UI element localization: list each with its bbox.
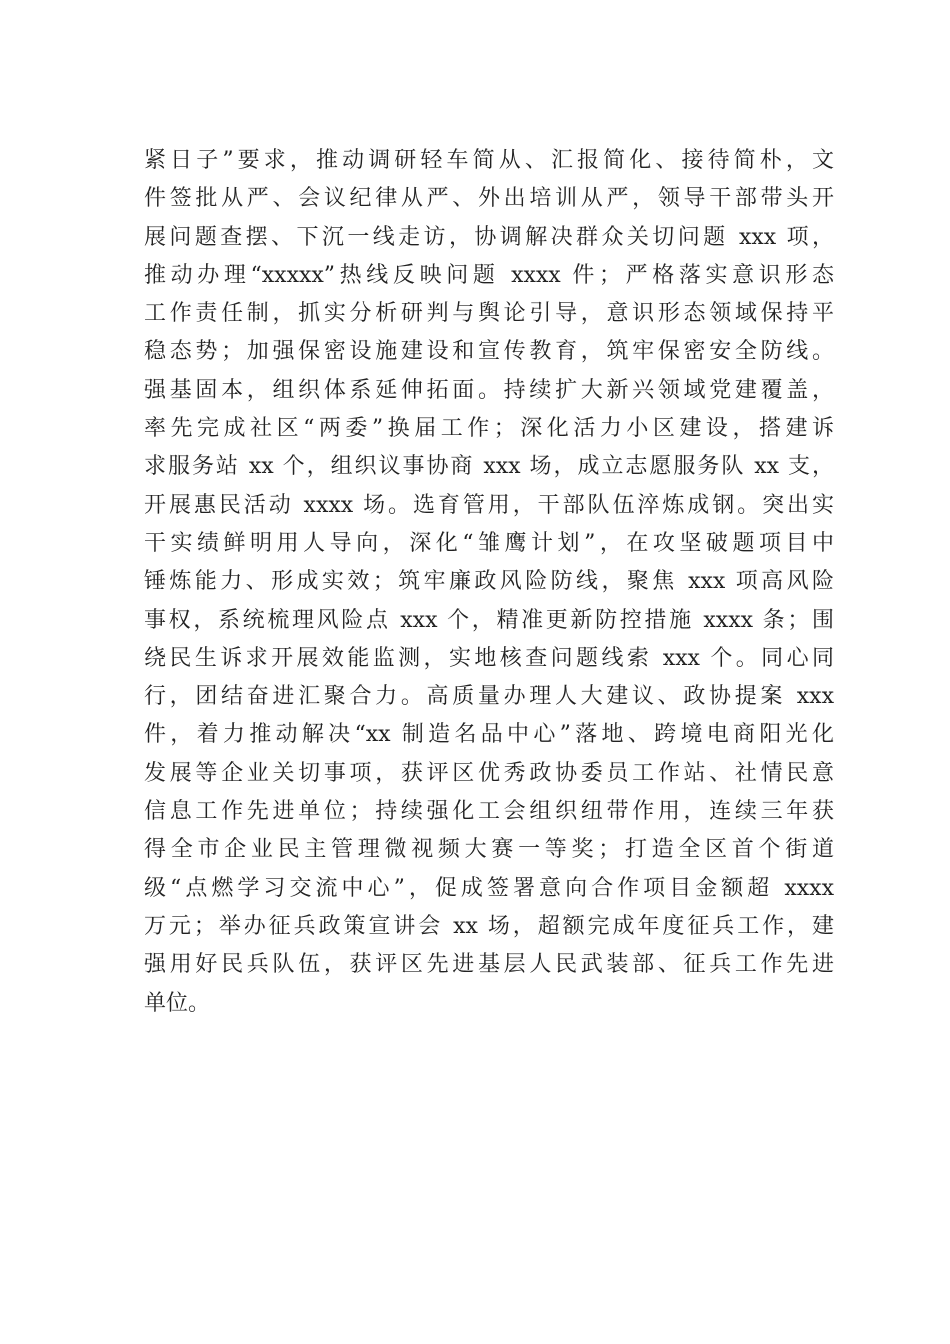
text-line: 级“点燃学习交流中心”，促成签署意向合作项目金额超 xxxx [144, 875, 834, 901]
body-paragraph [144, 142, 834, 1023]
text-line: 单位。 [144, 990, 211, 1016]
text-line: 得全市企业民主管理微视频大赛一等奖；打造全区首个街道 [144, 837, 834, 863]
text-line: 工作责任制，抓实分析研判与舆论引导，意识形态领域保持平 [144, 301, 834, 327]
text-line: 行，团结奋进汇聚合力。高质量办理人大建议、政协提案 xxx [144, 684, 834, 710]
text-line: 绕民生诉求开展效能监测，实地核查问题线索 xxx 个。同心同 [144, 645, 834, 671]
text-line: 强用好民兵队伍，获评区先进基层人民武装部、征兵工作先进 [144, 952, 834, 978]
text-line: 开展惠民活动 xxxx 场。选育管用，干部队伍淬炼成钢。突出实 [144, 492, 834, 518]
text-line: 求服务站 xx 个，组织议事协商 xxx 场，成立志愿服务队 xx 支， [144, 454, 834, 480]
text-line: 强基固本，组织体系延伸拓面。持续扩大新兴领域党建覆盖， [144, 377, 834, 403]
text-line: 信息工作先进单位；持续强化工会组织纽带作用，连续三年获 [144, 799, 834, 825]
text-line: 率先完成社区“两委”换届工作；深化活力小区建设，搭建诉 [144, 416, 834, 442]
text-line: 展问题查摆、下沉一线走访，协调解决群众关切问题 xxx 项， [144, 224, 834, 250]
text-line: 事权，系统梳理风险点 xxx 个，精准更新防控措施 xxxx 条；围 [144, 607, 834, 633]
text-line: 干实绩鲜明用人导向，深化“雏鹰计划”，在攻坚破题项目中 [144, 530, 834, 556]
text-line: 发展等企业关切事项，获评区优秀政协委员工作站、社情民意 [144, 760, 834, 786]
text-line: 推动办理“xxxxx”热线反映问题 xxxx 件；严格落实意识形态 [144, 262, 834, 288]
text-line: 稳态势；加强保密设施建设和宣传教育，筑牢保密安全防线。 [144, 339, 834, 365]
text-line: 万元；举办征兵政策宣讲会 xx 场，超额完成年度征兵工作，建 [144, 913, 834, 939]
text-line: 紧日子”要求，推动调研轻车简从、汇报简化、接待简朴，文 [144, 148, 834, 173]
text-line: 件签批从严、会议纪律从严、外出培训从严，领导干部带头开 [144, 186, 834, 212]
text-line: 锤炼能力、形成实效；筑牢廉政风险防线，聚焦 xxx 项高风险 [144, 569, 834, 595]
text-line: 件，着力推动解决“xx 制造名品中心”落地、跨境电商阳光化 [144, 722, 834, 748]
